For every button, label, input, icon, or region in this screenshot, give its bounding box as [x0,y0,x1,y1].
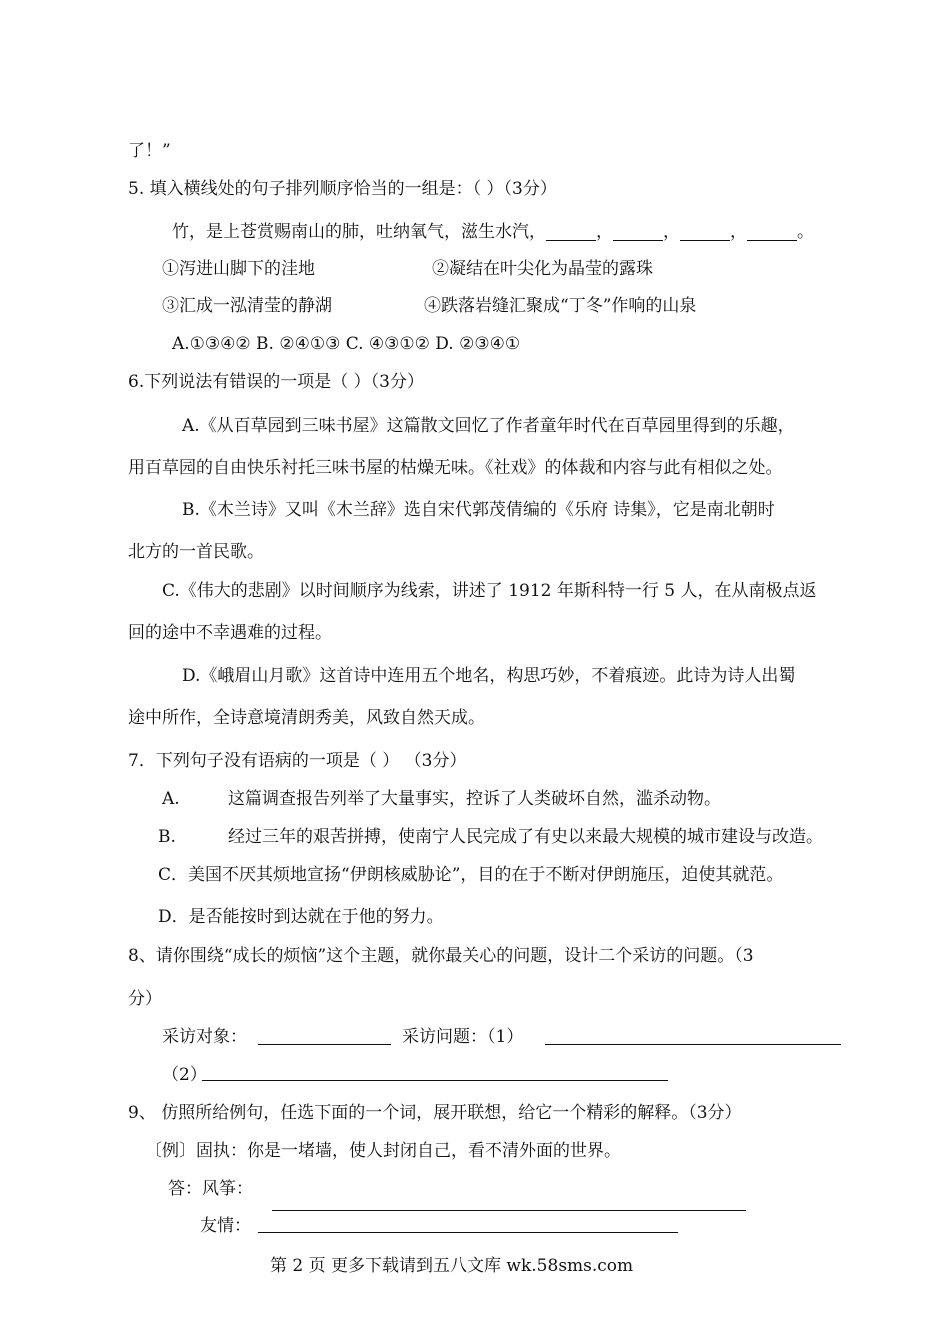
q9-example: 〔例〕固执：你是一堵墙，使人封闭自己，看不清外面的世界。 [145,1141,621,1161]
q8-question1-blank [545,1044,841,1045]
q7-option-a-text: 这篇调查报告列举了大量事实，控诉了人类破坏自然，滥杀动物。 [228,789,721,809]
top-line: 了！” [128,141,171,161]
q6-option-a-line1: A.《从百草园到三味书屋》这篇散文回忆了作者童年时代在百草园里得到的乐趣， [182,416,795,436]
q7-option-b-text: 经过三年的艰苦拼搏，使南宁人民完成了有史以来最大规模的城市建设与改造。 [228,827,823,847]
q9-answer-label: 答：风筝： [168,1179,253,1199]
q5-option-2: ②凝结在叶尖化为晶莹的露珠 [432,259,653,279]
q5-passage-end: 。 [797,222,814,242]
q6-option-b-line1: B.《木兰诗》又叫《木兰辞》选自宋代郭茂倩编的《乐府 诗集》，它是南北朝时 [182,500,775,520]
q6-option-d-line1: D.《峨眉山月歌》这首诗中连用五个地名，构思巧妙，不着痕迹。此诗为诗人出蜀 [182,666,796,686]
q5-passage-text: 竹，是上苍赏赐南山的肺，吐纳氧气，滋生水汽， [172,222,546,242]
q9-kite-blank [272,1210,746,1211]
q8-question2-blank [202,1080,668,1081]
q7-option-b-label: B. [158,827,176,847]
q5-choices: A.①③④② B. ②④①③ C. ④③①② D. ②③④① [172,334,521,354]
q6-option-c-line1: C.《伟大的悲剧》以时间顺序为线索，讲述了 1912 年斯科特一行 5 人，在从南极点返 [162,581,817,601]
q8-question-label: 采访问题：（1） [402,1027,524,1047]
q9-stem: 9、 仿照所给例句，任选下面的一个词，展开联想，给它一个精彩的解释。（3分） [128,1103,742,1123]
q8-question2-label: （2） [162,1065,207,1085]
q8-object-blank [258,1044,391,1045]
blank-4 [747,222,797,241]
q7-option-a-label: A. [162,789,180,809]
q8-stem-line2: 分） [128,989,162,1009]
q7-option-d: D．是否能按时到达就在于他的努力。 [158,907,444,927]
q5-passage: 竹，是上苍赏赐南山的肺，吐纳氧气，滋生水汽， ， ， ， 。 [172,222,814,242]
q8-object-label: 采访对象： [162,1027,247,1047]
page-footer: 第 2 页 更多下载请到五八文库 wk.58sms.com [270,1256,634,1276]
q6-option-c-line2: 回的途中不幸遇难的过程。 [128,623,332,643]
q8-stem-line1: 8、请你围绕“成长的烦恼”这个主题，就你最关心的问题，设计二个采访的问题。（3 [128,946,754,966]
q5-option-3: ③汇成一泓清莹的静湖 [162,296,332,316]
q7-stem: 7．下列句子没有语病的一项是（ ） （3分） [128,751,467,771]
q5-option-4: ④跌落岩缝汇聚成“丁冬”作响的山泉 [424,296,697,316]
q9-friendship-label: 友情： [200,1216,251,1236]
blank-1 [546,222,596,241]
q6-option-b-line2: 北方的一首民歌。 [128,542,264,562]
q6-stem: 6.下列说法有错误的一项是（ ）（3分） [128,372,424,392]
q5-stem: 5. 填入横线处的句子排列顺序恰当的一组是：（ ）（3分） [128,179,557,199]
q5-option-1: ①泻进山脚下的洼地 [162,259,315,279]
blank-2 [613,222,663,241]
q7-option-c: C．美国不厌其烦地宣扬“伊朗核威胁论”，目的在于不断对伊朗施压，迫使其就范。 [158,865,784,885]
q9-friendship-blank [258,1232,678,1233]
blank-3 [680,222,730,241]
q6-option-a-line2: 用百草园的自由快乐衬托三味书屋的枯燥无味。《社戏》的体裁和内容与此有相似之处。 [128,458,783,478]
q6-option-d-line2: 途中所作，全诗意境清朗秀美，风致自然天成。 [128,708,485,728]
